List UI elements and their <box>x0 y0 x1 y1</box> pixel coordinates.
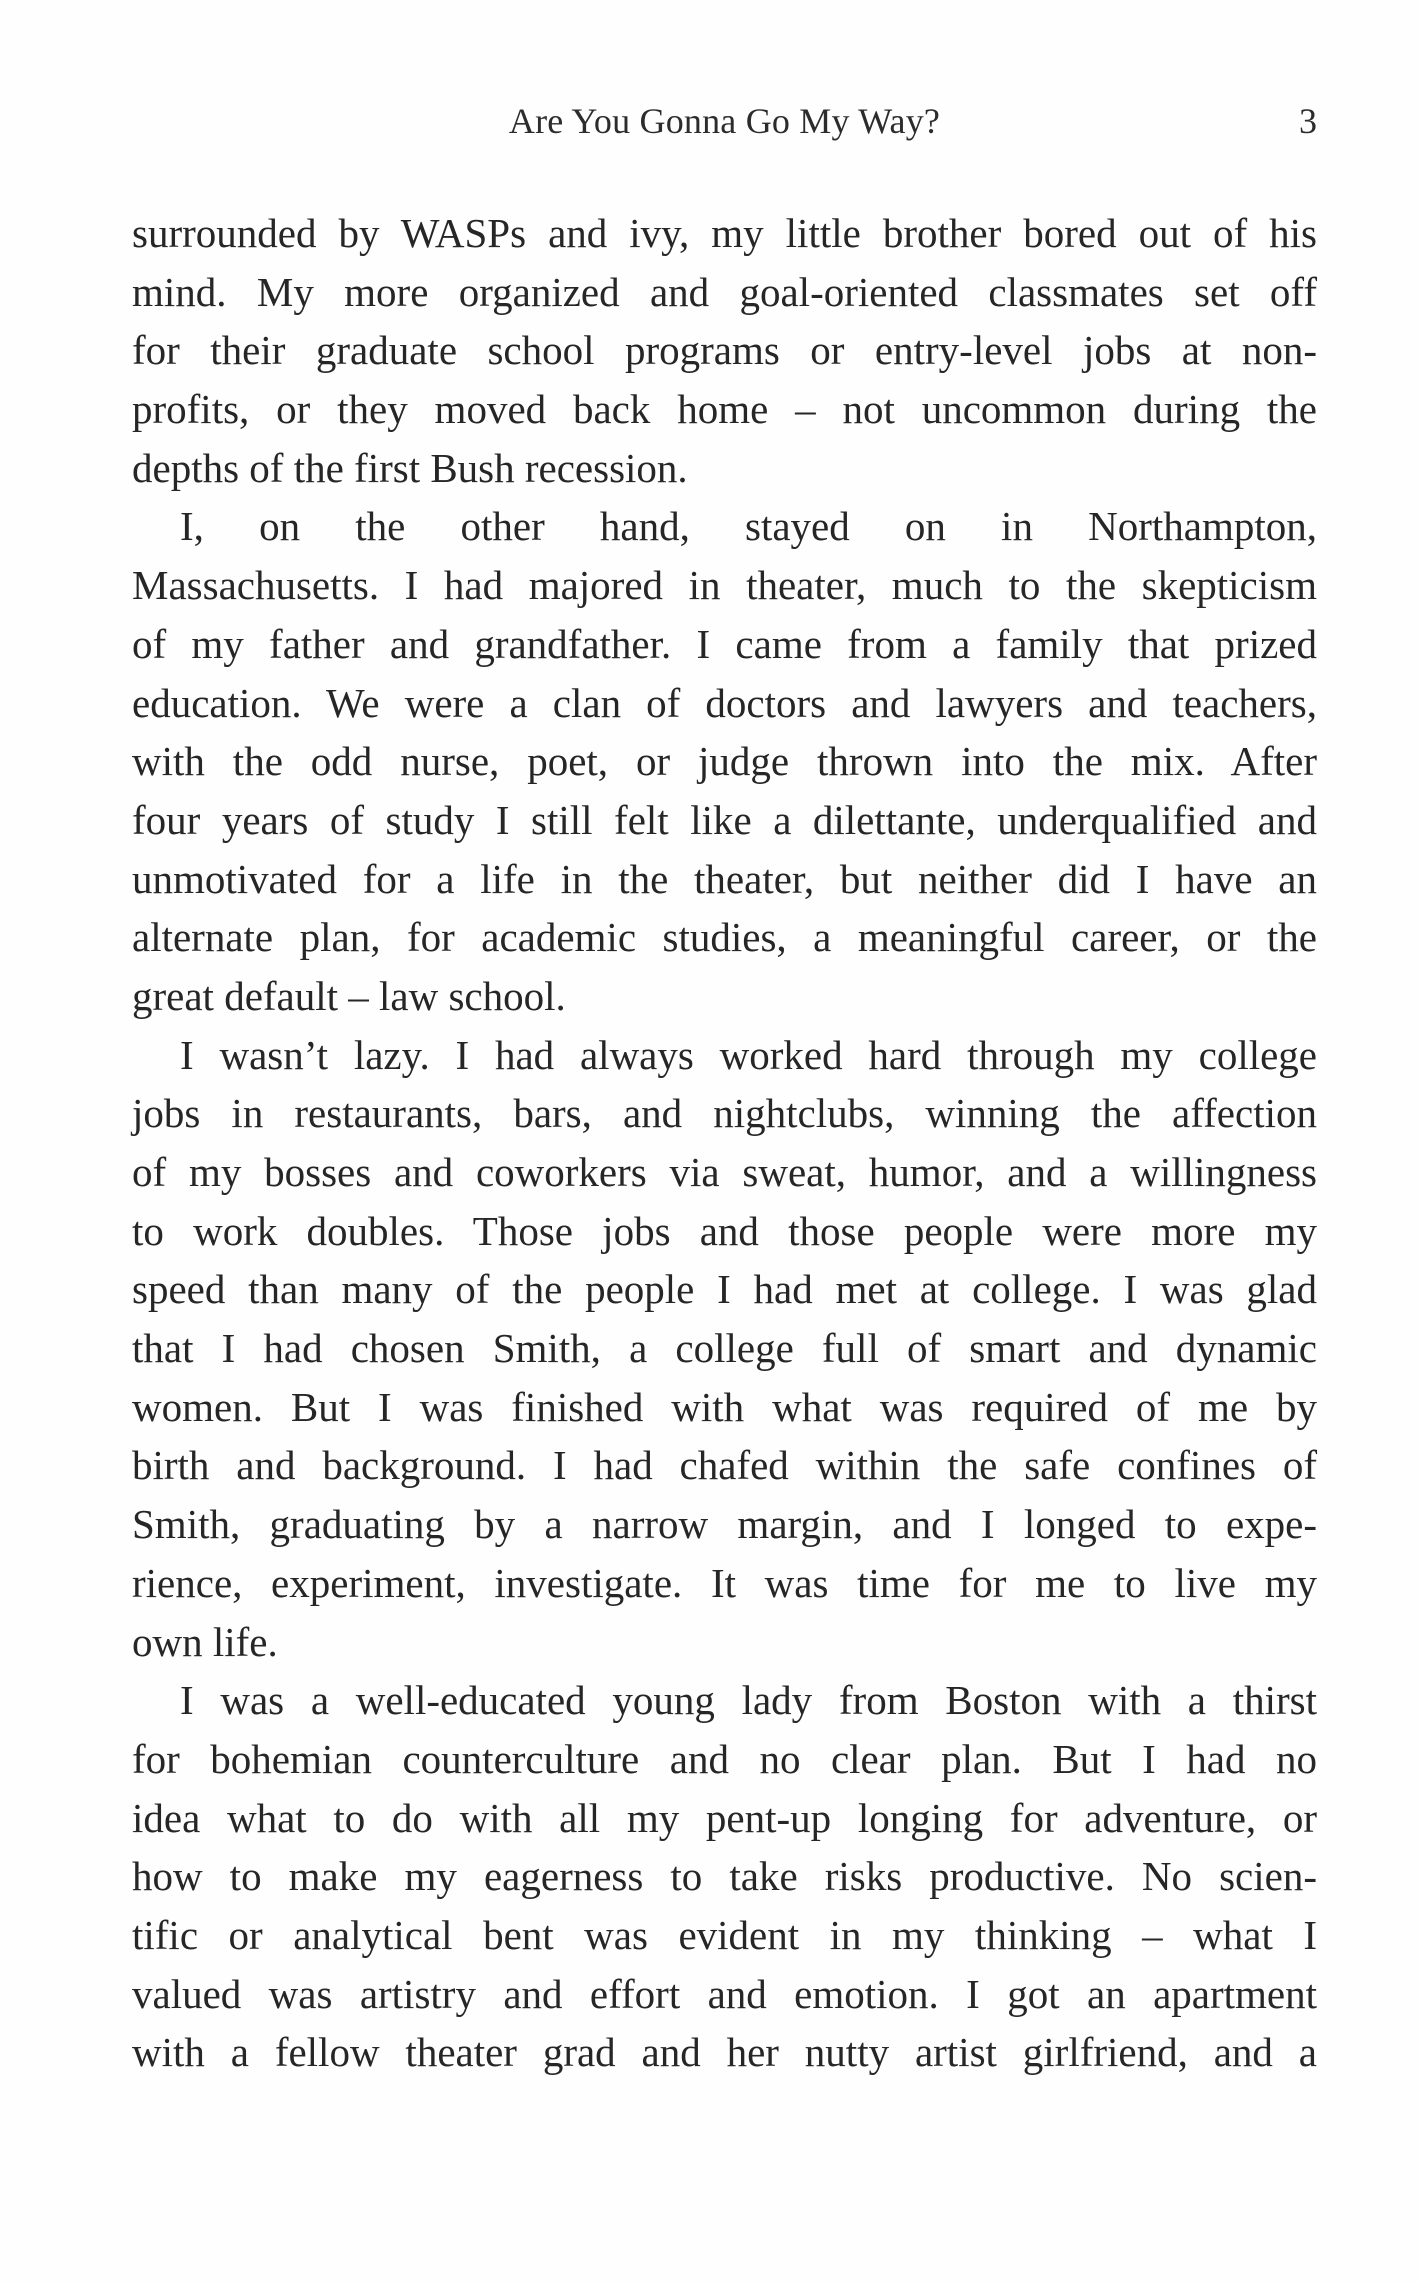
text-line: valued was artistry and effort and emotion. I got an apartment <box>132 1970 1317 2017</box>
text-line: tific or analytical bent was evident in my thinking – what I <box>132 1911 1317 1958</box>
text-line: education. We were a clan of doctors and lawyers and teachers, <box>132 679 1317 726</box>
text-line: surrounded by WASPs and ivy, my little brother bored out of his <box>132 210 1317 256</box>
text-line: rience, experiment, investigate. It was time for me to live my <box>132 1559 1317 1606</box>
page-number: 3 <box>1299 101 1317 141</box>
text-line: depths of the first Bush recession. <box>132 444 688 491</box>
text-line: women. But I was finished with what was required of me by <box>132 1383 1317 1430</box>
text-line: for their graduate school programs or entry-level jobs at non- <box>132 327 1317 374</box>
text-line: birth and background. I had chafed within the safe confines of <box>132 1442 1317 1489</box>
text-line: for bohemian counterculture and no clear plan. But I had no <box>132 1735 1317 1782</box>
text-line: I was a well-educated young lady from Boston with a thirst <box>180 1677 1317 1724</box>
text-line: to work doubles. Those jobs and those people were more my <box>132 1207 1317 1254</box>
text-line: profits, or they moved back home – not uncommon during the <box>132 386 1317 433</box>
text-line: with a fellow theater grad and her nutty artist girlfriend, and a <box>132 2029 1317 2076</box>
text-line: alternate plan, for academic studies, a meaningful career, or the <box>132 914 1317 961</box>
text-line: that I had chosen Smith, a college full of smart and dynamic <box>132 1325 1317 1372</box>
text-line: idea what to do with all my pent-up longing for adventure, or <box>132 1794 1317 1841</box>
text-line: four years of study I still felt like a dilettante, underqualified and <box>132 796 1317 843</box>
text-line: Smith, graduating by a narrow margin, and I longed to expe- <box>132 1501 1317 1548</box>
running-title: Are You Gonna Go My Way? <box>508 101 941 141</box>
paragraph-1 <box>132 204 1317 497</box>
text-line: own life. <box>132 1618 278 1665</box>
text-line: unmotivated for a life in the theater, but neither did I have an <box>132 855 1317 902</box>
running-head <box>132 100 1317 160</box>
paragraph-4 <box>132 1671 1317 2082</box>
text-line: how to make my eagerness to take risks productive. No scien- <box>132 1853 1317 1900</box>
text-line: with the odd nurse, poet, or judge thrown into the mix. After <box>132 738 1317 785</box>
text-line: Massachusetts. I had majored in theater, much to the skepticism <box>132 562 1317 609</box>
text-line: mind. My more organized and goal-oriented classmates set off <box>132 268 1317 315</box>
text-line: I, on the other hand, stayed on in Northampton, <box>180 503 1317 550</box>
text-line: speed than many of the people I had met at college. I was glad <box>132 1266 1317 1313</box>
text-line: of my father and grandfather. I came from a family that prized <box>132 620 1317 667</box>
paragraph-3 <box>132 1026 1317 1672</box>
paragraph-2 <box>132 497 1317 1025</box>
body-text <box>132 204 1317 2082</box>
text-line: I wasn’t lazy. I had always worked hard through my college <box>180 1031 1317 1078</box>
text-line: jobs in restaurants, bars, and nightclubs, winning the affection <box>132 1090 1317 1137</box>
text-line: of my bosses and coworkers via sweat, humor, and a willingness <box>132 1149 1317 1195</box>
text-line: great default – law school. <box>132 972 566 1019</box>
